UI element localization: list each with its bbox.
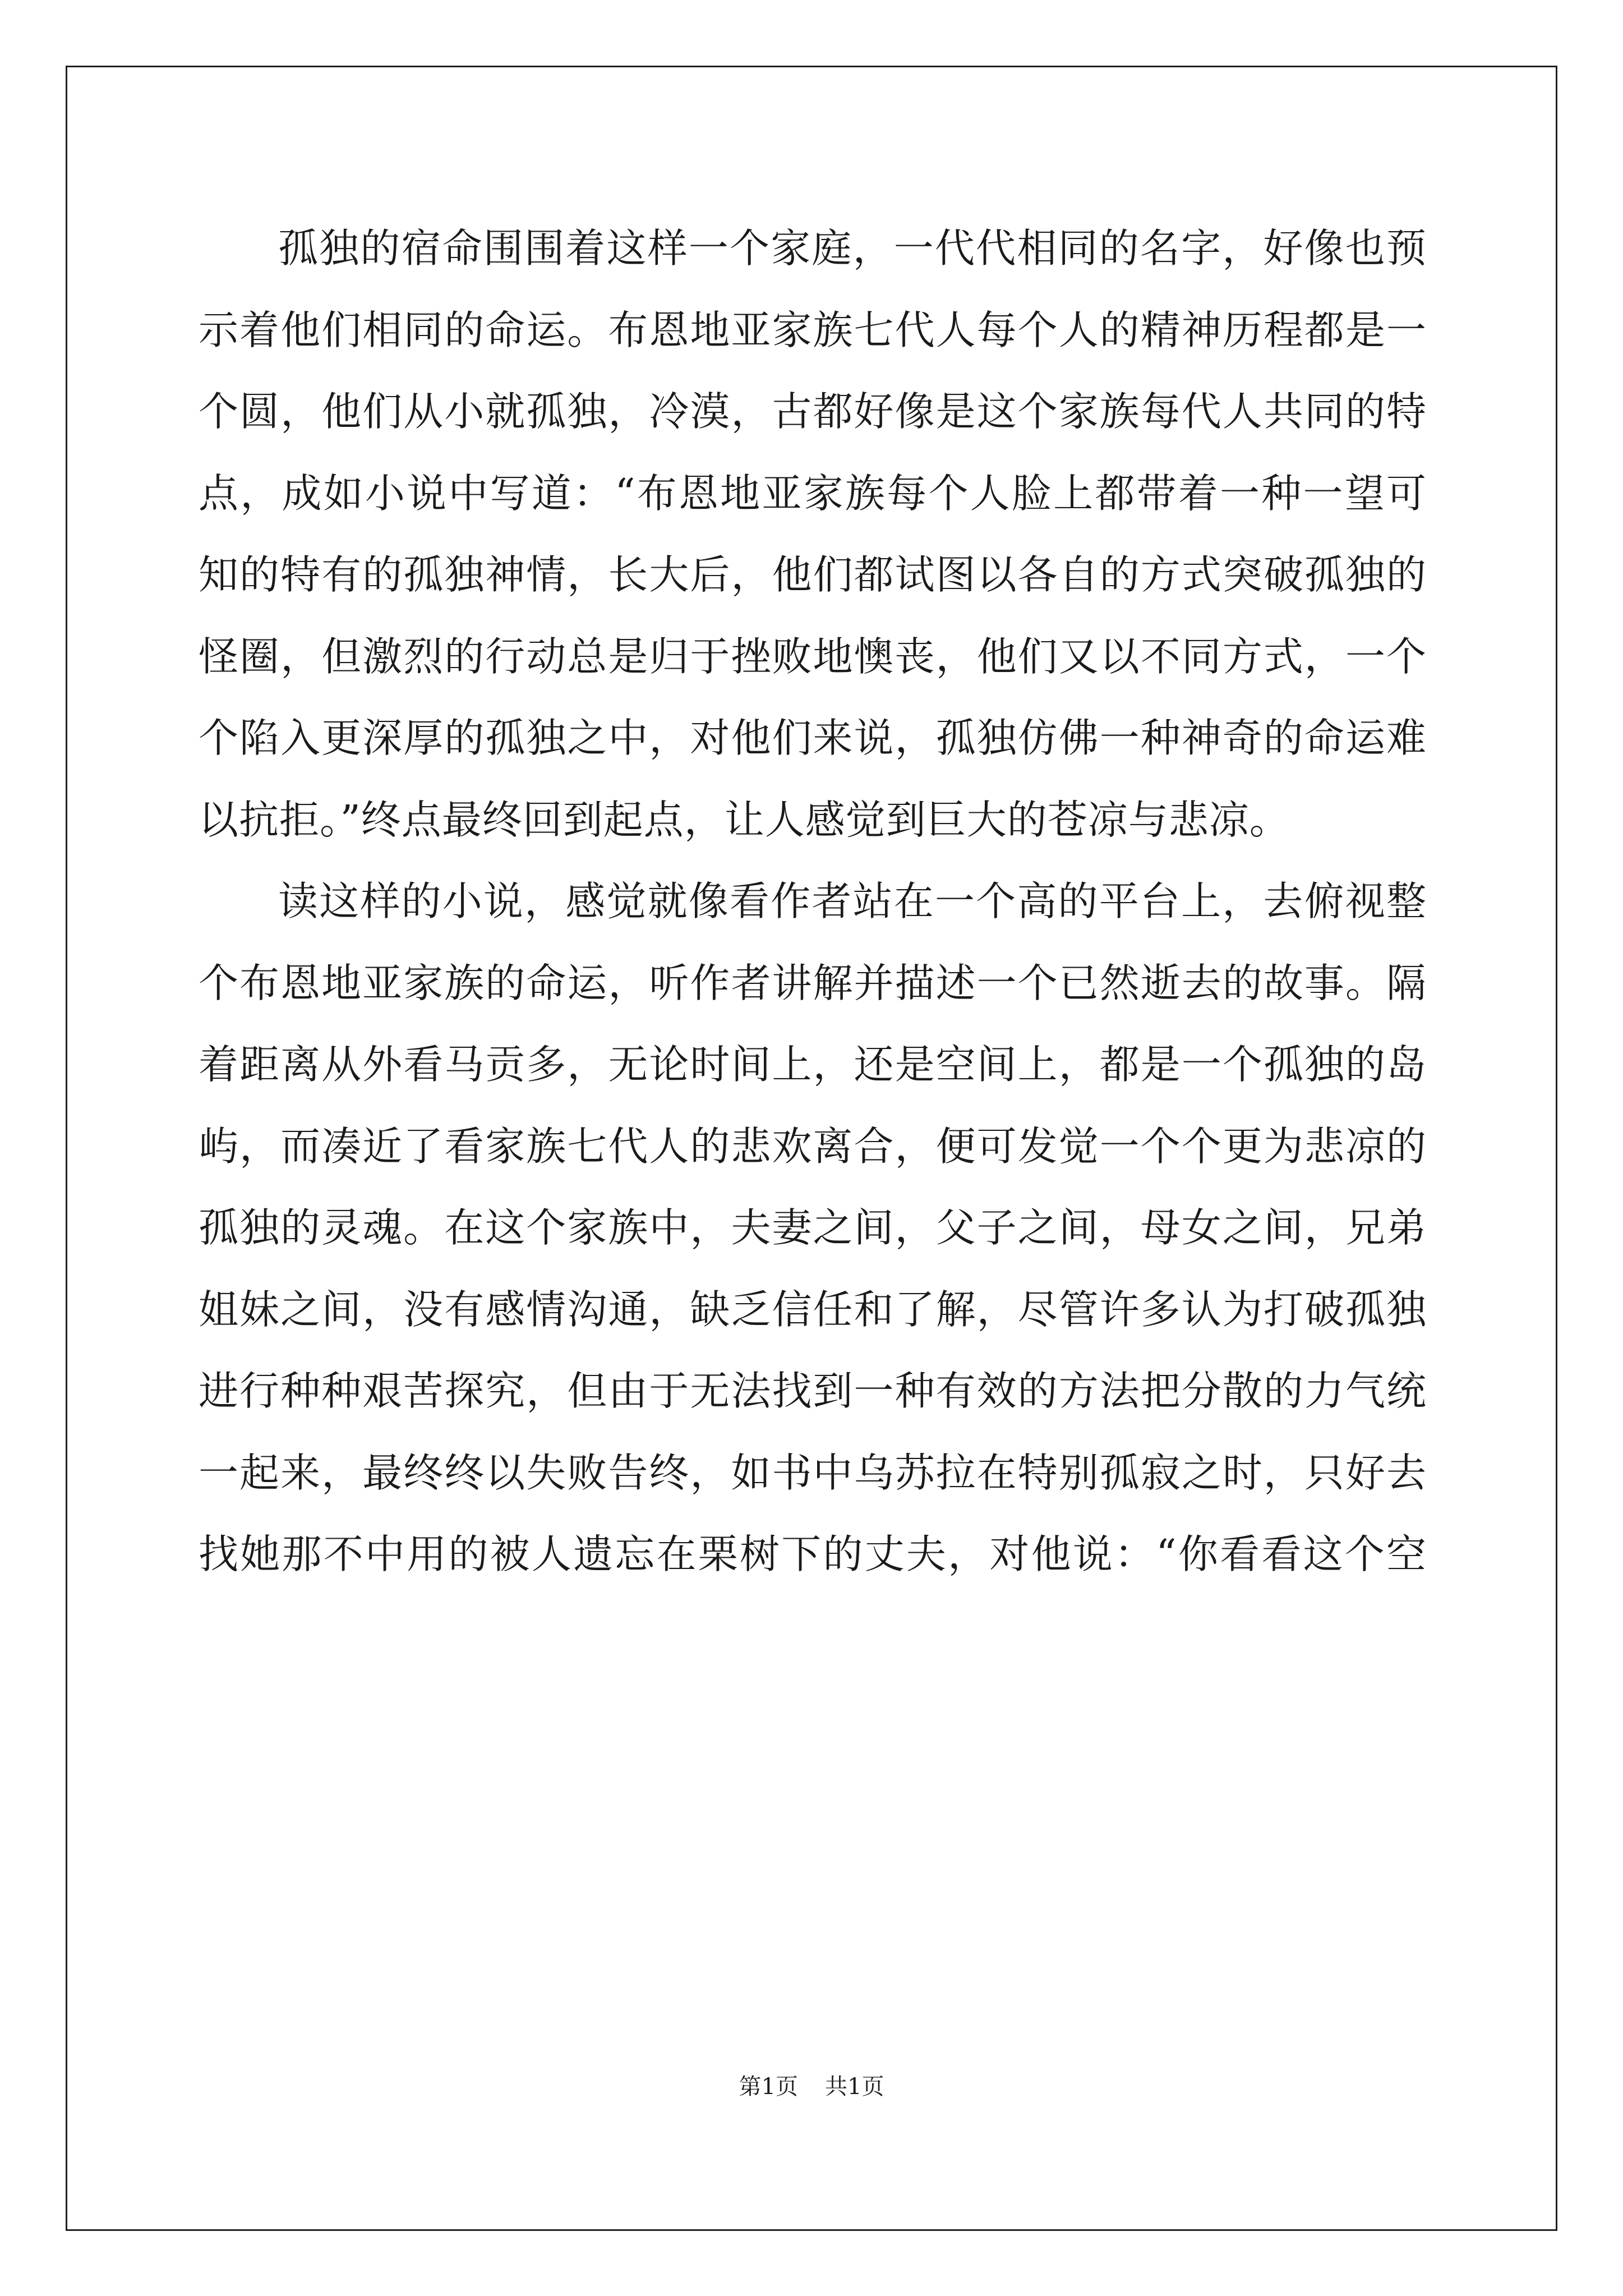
page-number: 第1页 [739,2074,798,2100]
text-line: 个陷入更深厚的孤独之中，对他们来说，孤独仿佛一种神奇的命运难 [199,715,1427,761]
page-total: 共1页 [825,2074,884,2100]
text-line: 进行种种艰苦探究，但由于无法找到一种有效的方法把分散的力气统 [199,1368,1427,1414]
text-line: 点，成如小说中写道：“布恩地亚家族每个人脸上都带着一种一望可 [199,470,1427,517]
text-line: 找她那不中用的被人遗忘在栗树下的丈夫，对他说：“你看看这个空 [199,1531,1427,1577]
text-line: 怪圈，但激烈的行动总是归于挫败地懊丧，他们又以不同方式，一个 [199,633,1427,680]
text-line: 孤独的灵魂。在这个家族中，夫妻之间，父子之间，母女之间，兄弟 [199,1204,1427,1251]
text-line: 知的特有的孤独神情，长大后，他们都试图以各自的方式突破孤独的 [199,551,1427,598]
text-line: 一起来，最终终以失败告终，如书中乌苏拉在特别孤寂之时，只好去 [199,1449,1427,1496]
paragraph-1 [199,208,1427,861]
text-line: 着距离从外看马贡多，无论时间上，还是空间上，都是一个孤独的岛 [199,1041,1427,1088]
document-body [199,208,1427,1595]
text-line: 姐妹之间，没有感情沟通，缺乏信任和了解，尽管许多认为打破孤独 [199,1286,1427,1333]
text-line: 读这样的小说，感觉就像看作者站在一个高的平台上，去俯视整 [278,878,1427,924]
text-line: 示着他们相同的命运。布恩地亚家族七代人每个人的精神历程都是一 [199,306,1427,353]
text-line: 以抗拒。”终点最终回到起点，让人感觉到巨大的苍凉与悲凉。 [199,796,1290,843]
text-line: 个圆，他们从小就孤独，冷漠，古都好像是这个家族每代人共同的特 [199,388,1427,435]
paragraph-2 [199,861,1427,1595]
page-footer [0,2069,1623,2101]
text-line: 屿，而凑近了看家族七代人的悲欢离合，便可发觉一个个更为悲凉的 [199,1122,1427,1170]
text-line: 孤独的宿命围围着这样一个家庭，一代代相同的名字，好像也预 [278,225,1427,272]
text-line: 个布恩地亚家族的命运，听作者讲解并描述一个已然逝去的故事。隔 [199,959,1427,1006]
